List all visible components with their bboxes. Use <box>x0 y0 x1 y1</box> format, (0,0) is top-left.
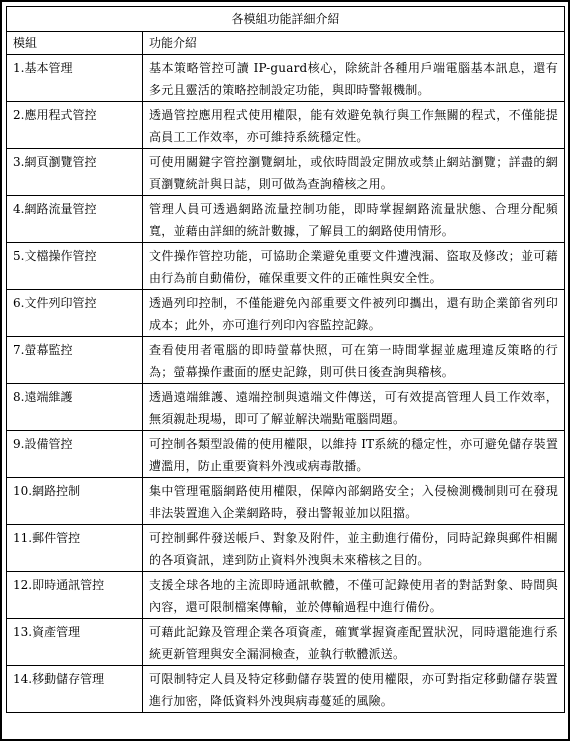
module-name: 2.應用程式管控 <box>7 102 143 149</box>
table-row <box>7 525 565 572</box>
module-name: 12.即時通訊管控 <box>7 572 143 619</box>
module-name: 6.文件列印管控 <box>7 290 143 337</box>
module-name: 11.郵件管控 <box>7 525 143 572</box>
module-description: 透過列印控制，不僅能避免內部重要文件被列印攜出，還有助企業節省列印成本；此外，亦可進行列印內容監控記錄。 <box>143 290 565 337</box>
module-name: 1.基本管理 <box>7 55 143 102</box>
table-row <box>7 149 565 196</box>
table-row <box>7 478 565 525</box>
module-feature-table <box>6 6 565 713</box>
module-description: 透過遠端維護、遠端控制與遠端文件傳送，可有效提高管理人員工作效率，無須親赴現場，即可了解並解決端點電腦問題。 <box>143 384 565 431</box>
table-title: 各模組功能詳細介紹 <box>7 7 565 32</box>
header-row <box>7 32 565 55</box>
module-description: 可限制特定人員及特定移動儲存裝置的使用權限，亦可對指定移動儲存裝置進行加密，降低資料外洩與病毒蔓延的風險。 <box>143 666 565 713</box>
module-description: 文件操作管控功能，可協助企業避免重要文件遭洩漏、盜取及修改；並可藉由行為前自動備份，確保重要文件的正確性與安全性。 <box>143 243 565 290</box>
module-name: 13.資產管理 <box>7 619 143 666</box>
module-description: 可控制各類型設備的使用權限，以維持 IT系統的穩定性，亦可避免儲存裝置遭濫用，防止重要資料外洩或病毒散播。 <box>143 431 565 478</box>
header-description: 功能介紹 <box>143 32 565 55</box>
module-name: 5.文檔操作管控 <box>7 243 143 290</box>
table-row <box>7 55 565 102</box>
module-description: 管理人員可透過網路流量控制功能，即時掌握網路流量狀態、合理分配頻寬，並藉由詳細的統計數據，了解員工的網路使用情形。 <box>143 196 565 243</box>
table-row <box>7 619 565 666</box>
table-row <box>7 666 565 713</box>
table-row <box>7 290 565 337</box>
module-description: 可使用關鍵字管控瀏覽網址，或依時間設定開放或禁止網站瀏覽；詳盡的網頁瀏覽統計與日誌，則可做為查詢稽核之用。 <box>143 149 565 196</box>
module-name: 14.移動儲存管理 <box>7 666 143 713</box>
module-description: 透過管控應用程式使用權限，能有效避免執行與工作無關的程式，不僅能提高員工工作效率，亦可維持系統穩定性。 <box>143 102 565 149</box>
module-name: 7.螢幕監控 <box>7 337 143 384</box>
module-description: 集中管理電腦網路使用權限，保障內部網路安全；入侵檢測機制則可在發現非法裝置進入企業網路時，發出警報並加以阻擋。 <box>143 478 565 525</box>
module-description: 查看使用者電腦的即時螢幕快照，可在第一時間掌握並處理違反策略的行為；螢幕操作畫面的歷史記錄，則可供日後查詢與稽核。 <box>143 337 565 384</box>
table-row <box>7 431 565 478</box>
module-description: 可藉此記錄及管理企業各項資產，確實掌握資產配置狀況，同時還能進行系統更新管理與安全漏洞檢查，並執行軟體派送。 <box>143 619 565 666</box>
module-name: 3.網頁瀏覽管控 <box>7 149 143 196</box>
table-row <box>7 572 565 619</box>
table-row <box>7 337 565 384</box>
table-row <box>7 384 565 431</box>
module-name: 10.網路控制 <box>7 478 143 525</box>
module-description: 可控制郵件發送帳戶、對象及附件，並主動進行備份，同時記錄與郵件相關的各項資訊，達到防止資料外洩與未來稽核之目的。 <box>143 525 565 572</box>
table-row <box>7 196 565 243</box>
module-name: 9.設備管控 <box>7 431 143 478</box>
module-name: 4.網路流量管控 <box>7 196 143 243</box>
table-row <box>7 243 565 290</box>
header-module: 模組 <box>7 32 143 55</box>
table-row <box>7 102 565 149</box>
module-description: 基本策略管控可讀 IP-guard核心，除統計各種用戶端電腦基本訊息，還有多元且靈活的策略控制設定功能，與即時警報機制。 <box>143 55 565 102</box>
module-name: 8.遠端維護 <box>7 384 143 431</box>
module-description: 支援全球各地的主流即時通訊軟體，不僅可記錄使用者的對話對象、時間與內容，還可限制檔案傳輸，並於傳輸過程中進行備份。 <box>143 572 565 619</box>
